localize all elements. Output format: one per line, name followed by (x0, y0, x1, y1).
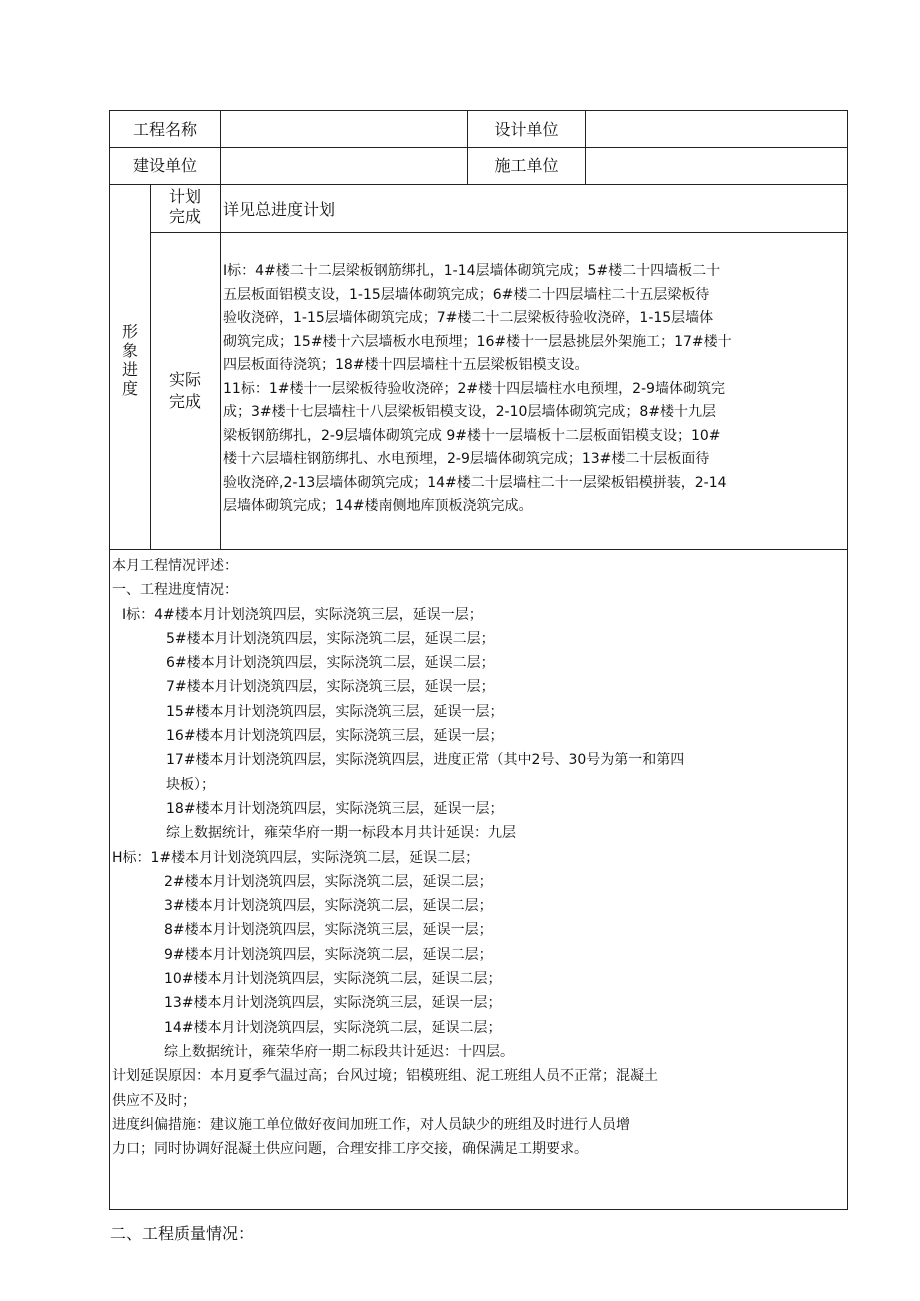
lot1-line: 综上数据统计，雍荣华府一期一标段本月共计延误：九层 (166, 825, 516, 842)
col-divider (150, 184, 151, 549)
correction-line: 进度纠偏措施：建议施工单位做好夜间加班工作，对人员缺少的班组及时进行人员增 (112, 1116, 630, 1133)
actual-progress-line: 验收浇碎,2-13层墙体砌筑完成；14#楼二十层墙柱二十一层梁板铝模拼装，2-14 (223, 474, 727, 491)
delay-reason-line: 计划延误原因：本月夏季气温过高；台风过境；铝模班组、泥工班组人员不正常；混凝土 (112, 1068, 658, 1085)
actual-progress-text (223, 260, 732, 519)
report-table (109, 110, 848, 1210)
construction-unit-label: 施工单位 (494, 156, 559, 175)
actual-progress-line: 梁板钢筋绑扎，2-9层墙体砌筑完成 9#楼十一层墙板十二层板面铝模支设；10# (223, 427, 721, 444)
lot2-line: 8#楼本月计划浇筑四层，实际浇筑三层，延误一层； (164, 922, 493, 939)
review-heading: 本月工程情况评述： (112, 558, 238, 574)
lot2-line: 10#楼本月计划浇筑四层，实际浇筑二层，延误二层； (164, 971, 502, 988)
lot1-line: 15#楼本月计划浇筑四层，实际浇筑三层，延误一层； (166, 703, 504, 720)
lot2-line: 13#楼本月计划浇筑四层，实际浇筑三层，延误一层； (164, 995, 502, 1012)
correction-line: 力口；同时协调好混凝土供应问题，合理安排工序交接，确保满足工期要求。 (112, 1141, 588, 1158)
actual-label: 实际完成 (168, 370, 201, 411)
lot2-line: 14#楼本月计划浇筑四层，实际浇筑二层，延误二层； (164, 1019, 502, 1036)
col-divider (220, 111, 221, 184)
col-divider (220, 184, 221, 549)
lot1-line: 6#楼本月计划浇筑四层，实际浇筑二层，延误二层； (166, 655, 495, 672)
actual-progress-line: 11标：1#楼十一层梁板待验收浇碎；2#楼十四层墙柱水电预埋，2-9墙体砌筑完 (223, 380, 725, 397)
project-name-label: 工程名称 (132, 120, 197, 139)
section2-title: 二、工程质量情况： (110, 1224, 255, 1243)
actual-progress-line: 验收浇碎，1-15层墙体砌筑完成；7#楼二十二层梁板待验收浇碎，1-15层墙体 (223, 310, 714, 326)
lot2-line: 3#楼本月计划浇筑四层，实际浇筑二层，延误二层； (164, 898, 493, 915)
plan-label: 计划完成 (168, 187, 201, 226)
design-unit-label: 设计单位 (494, 120, 559, 139)
actual-progress-line: 楼十六层墙柱钢筋绑扎、水电预埋，2-9层墙体砌筑完成；13#楼二十层板面待 (223, 451, 710, 467)
lot2-line: H标：1#楼本月计划浇筑四层，实际浇筑二层，延误二层； (112, 849, 480, 866)
actual-progress-line: 五层板面铝模支设，1-15层墙体砌筑完成；6#楼二十四层墙柱二十五层梁板待 (223, 286, 710, 303)
actual-progress-line: 砌筑完成；15#楼十六层墙板水电预埋；16#楼十一层悬挑层外架施工；17#楼十 (223, 333, 732, 350)
lot1-line: 16#楼本月计划浇筑四层，实际浇筑三层，延误一层； (166, 728, 504, 745)
lot2-line: 2#楼本月计划浇筑四层，实际浇筑二层，延误二层； (164, 873, 493, 890)
section1-title: 一、工程进度情况： (112, 582, 238, 599)
actual-progress-line: I标：4#楼二十二层梁板钢筋绑扎，1-14层墙体砌筑完成；5#楼二十四墙板二十 (223, 263, 721, 279)
monthly-review (112, 554, 684, 1161)
lot1-line: 7#楼本月计划浇筑四层，实际浇筑三层，延误一层； (166, 679, 495, 696)
lot1-line: 块板）； (166, 776, 215, 793)
lot2-line: 9#楼本月计划浇筑四层，实际浇筑二层，延误二层； (164, 946, 493, 963)
lot2-line: 综上数据统计，雍荣华府一期二标段共计延迟：十四层。 (164, 1043, 514, 1060)
delay-reason-line: 供应不及时； (112, 1092, 196, 1109)
row-divider (150, 232, 847, 233)
plan-value: 详见总进度计划 (223, 200, 336, 219)
client-unit-label: 建设单位 (132, 156, 197, 175)
col-divider (585, 111, 586, 184)
lot1-line: I标：4#楼本月计划浇筑四层，实际浇筑三层，延误一层； (122, 606, 483, 623)
actual-progress-line: 成；3#楼十七层墙柱十八层梁板铝模支设，2-10层墙体砌筑完成；8#楼十九层 (223, 404, 717, 420)
lot1-line: 5#楼本月计划浇筑四层，实际浇筑二层，延误二层； (166, 630, 495, 647)
row-divider (110, 549, 847, 550)
lot1-line: 17#楼本月计划浇筑四层，实际浇筑四层，进度正常（其中2号、30号为第一和第四 (166, 752, 685, 769)
lot1-line: 18#楼本月计划浇筑四层，实际浇筑三层，延误一层； (166, 800, 504, 817)
progress-section-label: 形象进度 (122, 322, 139, 398)
actual-progress-line: 层墙体砌筑完成；14#楼南侧地库顶板浇筑完成。 (223, 498, 533, 514)
actual-progress-line: 四层板面待浇筑；18#楼十四层墙柱十五层梁板铝模支设。 (223, 357, 589, 373)
